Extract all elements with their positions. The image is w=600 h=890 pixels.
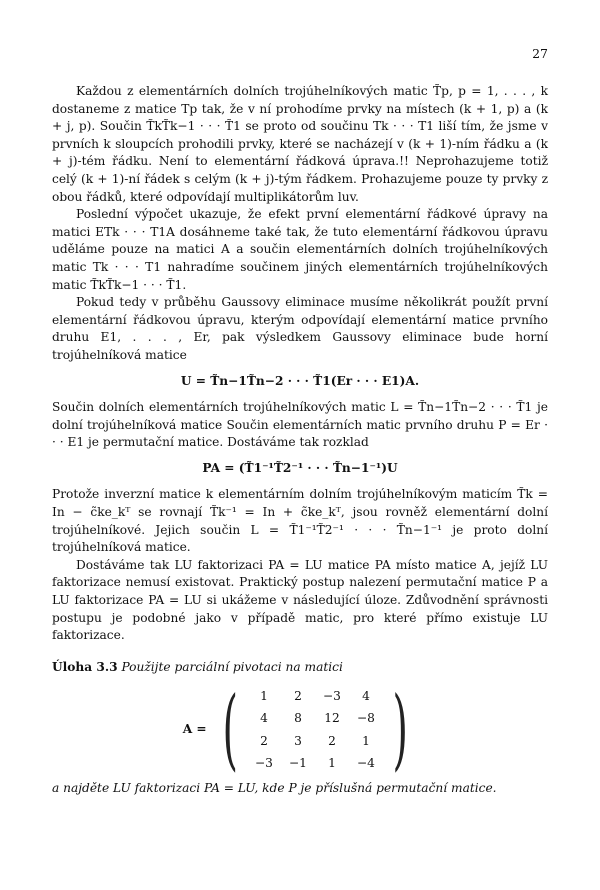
matrix-cell: 1 — [328, 756, 336, 771]
paragraph-6: Dostáváme tak LU faktorizaci PA = LU matice PA místo matice A, jejíž LU faktorizace nemusí existovat. Praktický postup nalezení permutační matice P a LU faktorizace PA = LU si ukážeme v následující úloze. Zdůvodnění správnosti postupu je podobné jako v případě matic, pro které přímo existuje LU faktorizace. — [52, 557, 548, 643]
matrix-a-block — [52, 677, 548, 781]
matrix-row — [247, 684, 383, 707]
matrix-cell: 4 — [260, 711, 268, 726]
matrix-cell: 12 — [324, 711, 340, 726]
paragraph-3: Pokud tedy v průběhu Gaussovy eliminace musíme několikrát použít první elementární řádkovou úpravu, kterým odpovídají elementární matice prvního druhu E1, . . . , Er, pak výsledkem Gaussovy eliminace bude horní trojúhelníková matice — [52, 295, 548, 362]
matrix-cell: 1 — [260, 688, 268, 703]
page-content — [52, 83, 548, 798]
matrix-table — [247, 684, 383, 774]
paragraph-1: Každou z elementárních dolních trojúhelníkových matic T̃p, p = 1, . . . , k dostaneme z matice Tp tak, že v ní prohodíme prvky na místech (k + 1, p) a (k + j, p). Součin T̃kT̃k−1 · · · T̃1 se proto od součinu Tk · · · T1 liší tím, že jsme v prvních k sloupcích prohodili prvky, které se nacházejí v (k + 1)-ním řádku a (k + j)-tém řádku. Není to elementární řádková úprava.!! Neprohazujeme totiž celý (k + 1)-ní řádek s celým (k + j)-tým řádkem. Prohazujeme pouze ty prvky z obou řádků, které odpovídají multiplikátorům luv. — [52, 84, 548, 204]
page-number: 27 — [532, 46, 548, 61]
paragraph-5: Protože inverzní matice k elementárním dolním trojúhelníkovým maticím T̃k = In − c̃ke_kᵀ se rovnají T̃k⁻¹ = In + c̃ke_kᵀ, jsou rovněž elementární dolní trojúhelníkové. Jejich součin L = T̃1⁻¹T̃2⁻¹ · · · T̃n−1⁻¹ je proto dolní trojúhelníková matice. — [52, 487, 548, 555]
matrix-cell: −8 — [356, 711, 375, 726]
task-3-3 — [52, 659, 548, 677]
paragraph-2: Poslední výpočet ukazuje, že efekt první elementární řádkové úpravy na matici ETk · · · T1A dosáhneme také tak, že tuto elementární řádkovou úpravu uděláme pouze na matici A a součin elementárních dolních trojúhelníkových matic Tk · · · T1 nahradíme součinem jiných elementárních trojúhelníkových matic T̃kT̃k−1 · · · T̃1. — [52, 207, 548, 292]
right-paren: ) — [392, 677, 408, 781]
equation-1-text: U = T̃n−1T̃n−2 · · · T̃1(Er · · · E1)A. — [180, 373, 420, 388]
matrix-cell: −3 — [322, 688, 341, 703]
paragraph-4: Součin dolních elementárních trojúhelníkových matic L = T̃n−1T̃n−2 · · · T̃1 je dolní trojúhelníková matice Součin elementárních matic prvního druhu P = Er · · · E1 je permutační matice. Dostáváme tak rozklad — [52, 400, 548, 450]
matrix-row — [247, 729, 383, 752]
equation-2-text: PA = (T̃1⁻¹T̃2⁻¹ · · · T̃n−1⁻¹)U — [202, 460, 398, 475]
matrix-row — [247, 752, 383, 775]
equation-2 — [52, 460, 548, 478]
matrix-cell: 2 — [294, 688, 302, 703]
matrix-cell: −1 — [288, 756, 307, 771]
matrix-cell: 2 — [260, 733, 268, 748]
matrix-cell: 4 — [362, 688, 370, 703]
matrix-cell: 8 — [294, 711, 302, 726]
matrix-cell: 2 — [328, 733, 336, 748]
task-title: Úloha 3.3 — [52, 659, 118, 674]
task-text: Použijte parciální pivotaci na matici — [121, 659, 343, 674]
matrix-row — [247, 707, 383, 730]
matrix-cell: 1 — [362, 733, 370, 748]
matrix-cell: −4 — [356, 756, 375, 771]
matrix-cell: 3 — [294, 733, 302, 748]
matrix-label: A = — [182, 721, 207, 736]
equation-1 — [52, 373, 548, 391]
matrix-cell: −3 — [254, 756, 273, 771]
matrix-a — [213, 677, 418, 781]
left-paren: ( — [222, 677, 238, 781]
task-closing: a najděte LU faktorizaci PA = LU, kde P je příslušná permutační matice. — [52, 781, 497, 796]
